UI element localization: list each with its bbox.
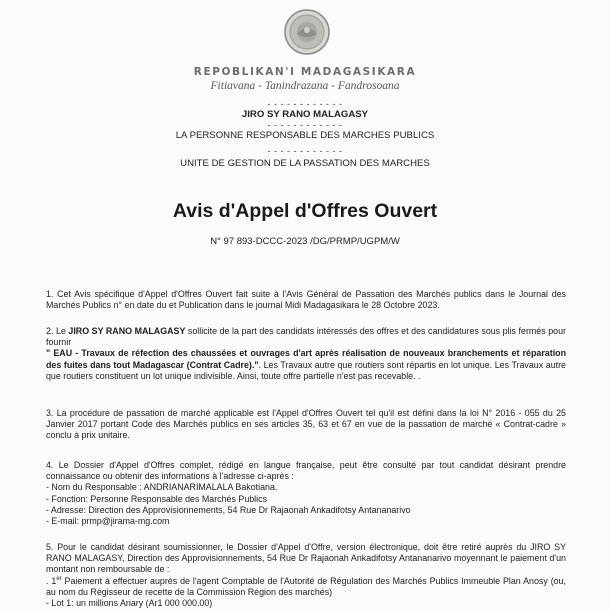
paragraph-2-lots: . Les Travaux autre que routiers sont répartis en lot unique. Les Travaux autre que routiers constituent un lot unique indivisible. Ainsi, toute offre partielle n'est pas recevable. . <box>46 359 566 381</box>
paragraph-2 <box>46 326 566 382</box>
national-seal-icon <box>283 8 331 56</box>
lot-1-price: - Lot 1: un millions Ariary (Ar1 000 000.00) <box>46 598 213 609</box>
contact-name: - Nom du Responsable : ANDRIANARIMALALA Bakotiana. <box>46 482 278 493</box>
paragraph-4 <box>46 460 566 527</box>
first-payment <box>46 576 566 598</box>
paragraph-2-organization: JIRO SY RANO MALAGASY <box>68 326 186 336</box>
divider-dashes: - - - - - - - - - - - - <box>267 120 343 130</box>
republic-name: REPOBLIKAN'I MADAGASIKARA <box>193 66 417 78</box>
contact-function: - Fonction: Personne Responsable des Marchés Publics <box>46 493 268 504</box>
paragraph-2-request: sollicite de la part des candidats intéressés des offres et des candidatures sous plis fermés pour fournir <box>46 326 566 348</box>
paragraph-4-intro: 4. Le Dossier d'Appel d'Offres complet, rédigé en langue française, peut être consulté par tout candidat désirant prendre connaissance ou obtenir des informations à l'adresse ci-après : <box>46 460 566 482</box>
organization-name: JIRO SY RANO MALAGASY <box>241 109 369 120</box>
paragraph-5 <box>46 542 566 609</box>
procurement-unit: UNITE DE GESTION DE LA PASSATION DES MARCHES <box>180 158 430 169</box>
reference-number: N° 97 893-DCCC-2023 /DG/PRMP/UGPM/W <box>210 236 400 247</box>
first-payment-number: . 1 <box>46 575 57 586</box>
national-motto: Fitiavana - Tanindrazana - Fandrosoana <box>210 80 400 92</box>
paragraph-1: 1. Cet Avis spécifique d'Appel d'Offres Ouvert fait suite à l'Avis Général de Passation des Marchés publics dans le Journal des Marchés Publics n° en date du et Publication dans le journal Midi Madagasikara le 28 Octobre 2023. <box>46 289 566 311</box>
paragraph-3: 3. La procédure de passation de marché applicable est l'Appel d'Offres Ouvert tel qu'il est défini dans la loi N° 2016 - 055 du 25 Janvier 2017 portant Code des Marchés publics en ses articles 35, 63 et 67 en vue de la passation de marché « Contrat-cadre » conclu à prix unitaire. <box>46 408 566 441</box>
divider-dashes: - - - - - - - - - - - - <box>267 146 343 156</box>
responsible-authority: LA PERSONNE RESPONSABLE DES MARCHES PUBLICS <box>175 130 435 141</box>
contact-address: - Adresse: Direction des Approvisionnements, 54 Rue Dr Rajaonah Ankadifotsy Antananarivo <box>46 504 411 515</box>
first-payment-text: Paiement à effectuer auprès de l'agent Comptable de l'Autorité de Régulation des Marchés Publics Immeuble Plan Anosy (ou, au nom du Régisseur de recette de la Commission Région des marchés) <box>46 575 566 597</box>
contact-email[interactable]: - E-mail: prmp@jirama-mg.com <box>46 516 170 527</box>
page-title: Avis d'Appel d'Offres Ouvert <box>172 200 438 222</box>
divider-dashes: - - - - - - - - - - - - <box>267 99 343 109</box>
first-payment-ordinal: er <box>56 575 62 582</box>
contact-list <box>46 482 566 527</box>
paragraph-2-lead: 2. Le <box>46 326 69 336</box>
paragraph-2-works-title: " EAU - Travaux de réfection des chaussées et ouvrages d'art après réalisation de nouveaux branchements et réparation des fuites dans tout Madagascar (Contrat Cadre)." <box>46 348 566 370</box>
paragraph-5-intro: 5. Pour le candidat désirant soumissionner, le Dossier d'Appel d'Offre, version électronique, doit être retiré auprès du JIRO SY RANO MALAGASY, Direction des Approvisionnements, 54 Rue Dr Rajaonah Ankadifotsy Antananarivo moyennant le paiement d'un montant non remboursable de : <box>46 542 566 575</box>
